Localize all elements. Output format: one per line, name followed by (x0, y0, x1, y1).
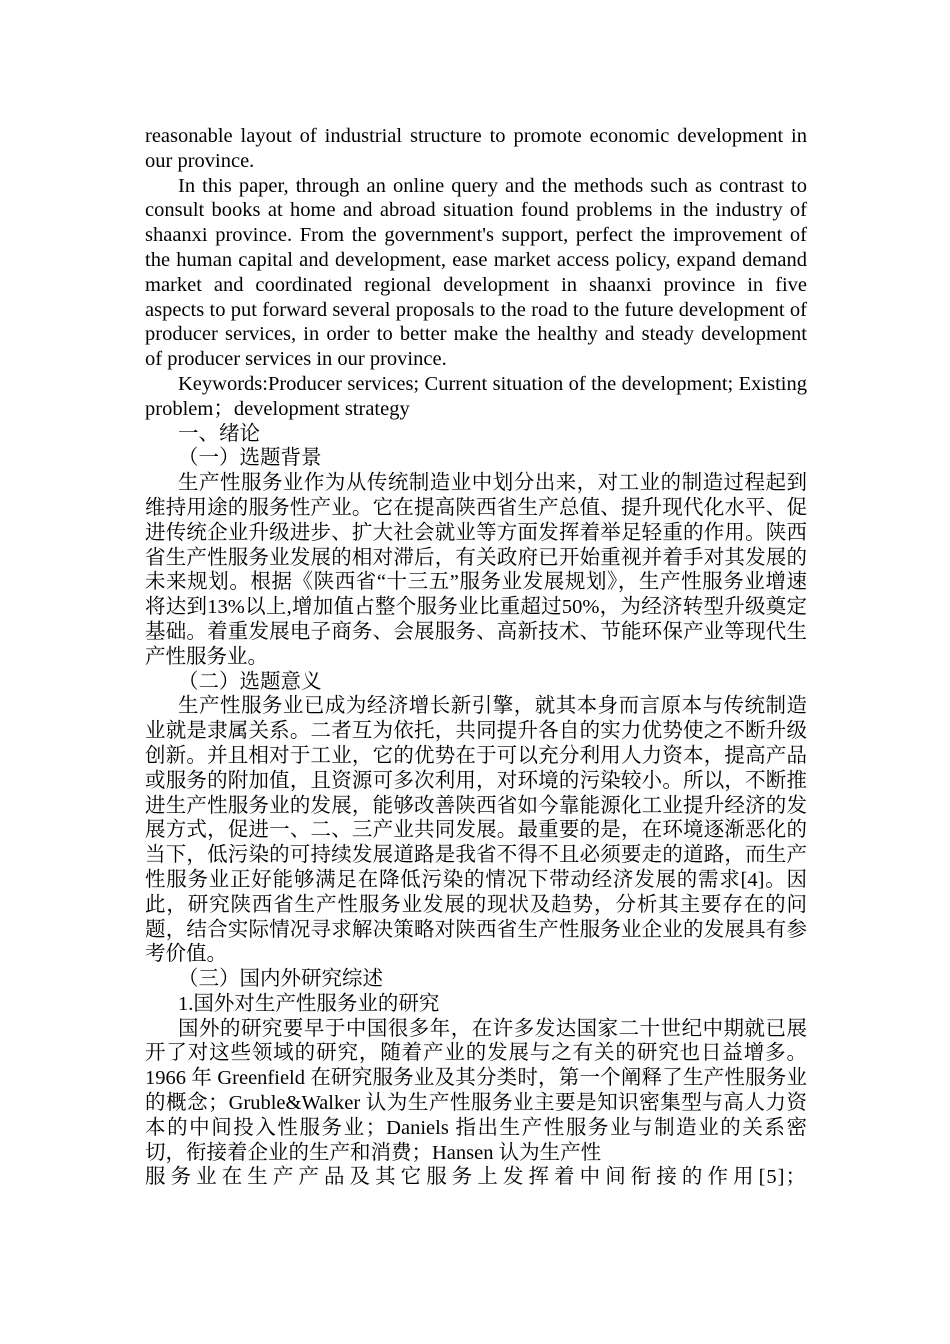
section-title-significance: （二）选题意义 (178, 670, 322, 693)
keywords: Keywords:Producer services; Current situation of the development; Existing problem；development strategy (145, 372, 807, 420)
foreign-research-last-line: 服务业在生产产品及其它服务上发挥着中间衔接的作用[5]； (145, 1166, 807, 1189)
foreign-research-paragraph: 国外的研究要早于中国很多年，在许多发达国家二十世纪中期就已展开了对这些领域的研究，随着产业的发展与之有关的研究也日益增多。1966 年 Greenfield 在研究服务业及其分类时，第一个阐释了生产性服务业的概念；Gruble&Walker 认为生产性服务业主要是知识密集型与高人力资本的中间投入性服务业；Daniels 指出生产性服务业与制造业的关系密切，衔接着企业的生产和消费；Hansen 认为生产性 (145, 1017, 807, 1164)
document-page (145, 124, 807, 1190)
abstract-paragraph: In this paper, through an online query and the methods such as contrast to consult books at home and abroad situation found problems in the industry of shaanxi province. From the government's support, perfect the improvement of the human capital and development, ease market access policy, expand demand market and coordinated regional development in shaanxi province in five aspects to put forward several proposals to the road to the future development of producer services, in order to better make the healthy and steady development of producer services in our province. (145, 174, 807, 371)
background-paragraph: 生产性服务业作为从传统制造业中划分出来，对工业的制造过程起到维持用途的服务性产业。它在提高陕西省生产总值、提升现代化水平、促进传统企业升级进步、扩大社会就业等方面发挥着举足轻重的作用。陕西省生产性服务业发展的相对滞后，有关政府已开始重视并着手对其发展的未来规划。根据《陕西省“十三五”服务业发展规划》，生产性服务业增速将达到13%以上,增加值占整个服务业比重超过50%，为经济转型升级奠定基础。着重发展电子商务、会展服务、高新技术、节能环保产业等现代生产性服务业。 (145, 472, 807, 668)
chapter-title: 一、绪论 (178, 422, 260, 445)
significance-paragraph: 生产性服务业已成为经济增长新引擎，就其本身而言原本与传统制造业就是隶属关系。二者互为依托，共同提升各自的实力优势使之不断升级创新。并且相对于工业，它的优势在于可以充分利用人力资本，提高产品或服务的附加值，且资源可多次利用，对环境的污染较小。所以，不断推进生产性服务业的发展，能够改善陕西省如今靠能源化工业提升经济的发展方式，促进一、二、三产业共同发展。最重要的是，在环境逐渐恶化的当下，低污染的可持续发展道路是我省不得不且必须要走的道路，而生产性服务业正好能够满足在降低污染的情况下带动经济发展的需求[4]。因此，研究陕西省生产性服务业发展的现状及趋势，分析其主要存在的问题，结合实际情况寻求解决策略对陕西省生产性服务业企业的发展具有参考价值。 (145, 695, 807, 966)
abstract-paragraph-end: reasonable layout of industrial structure to promote economic development in our province. (145, 125, 807, 172)
subsection-title-foreign: 1.国外对生产性服务业的研究 (178, 992, 440, 1015)
section-title-review: （三）国内外研究综述 (178, 968, 383, 991)
section-title-background: （一）选题背景 (178, 447, 322, 470)
